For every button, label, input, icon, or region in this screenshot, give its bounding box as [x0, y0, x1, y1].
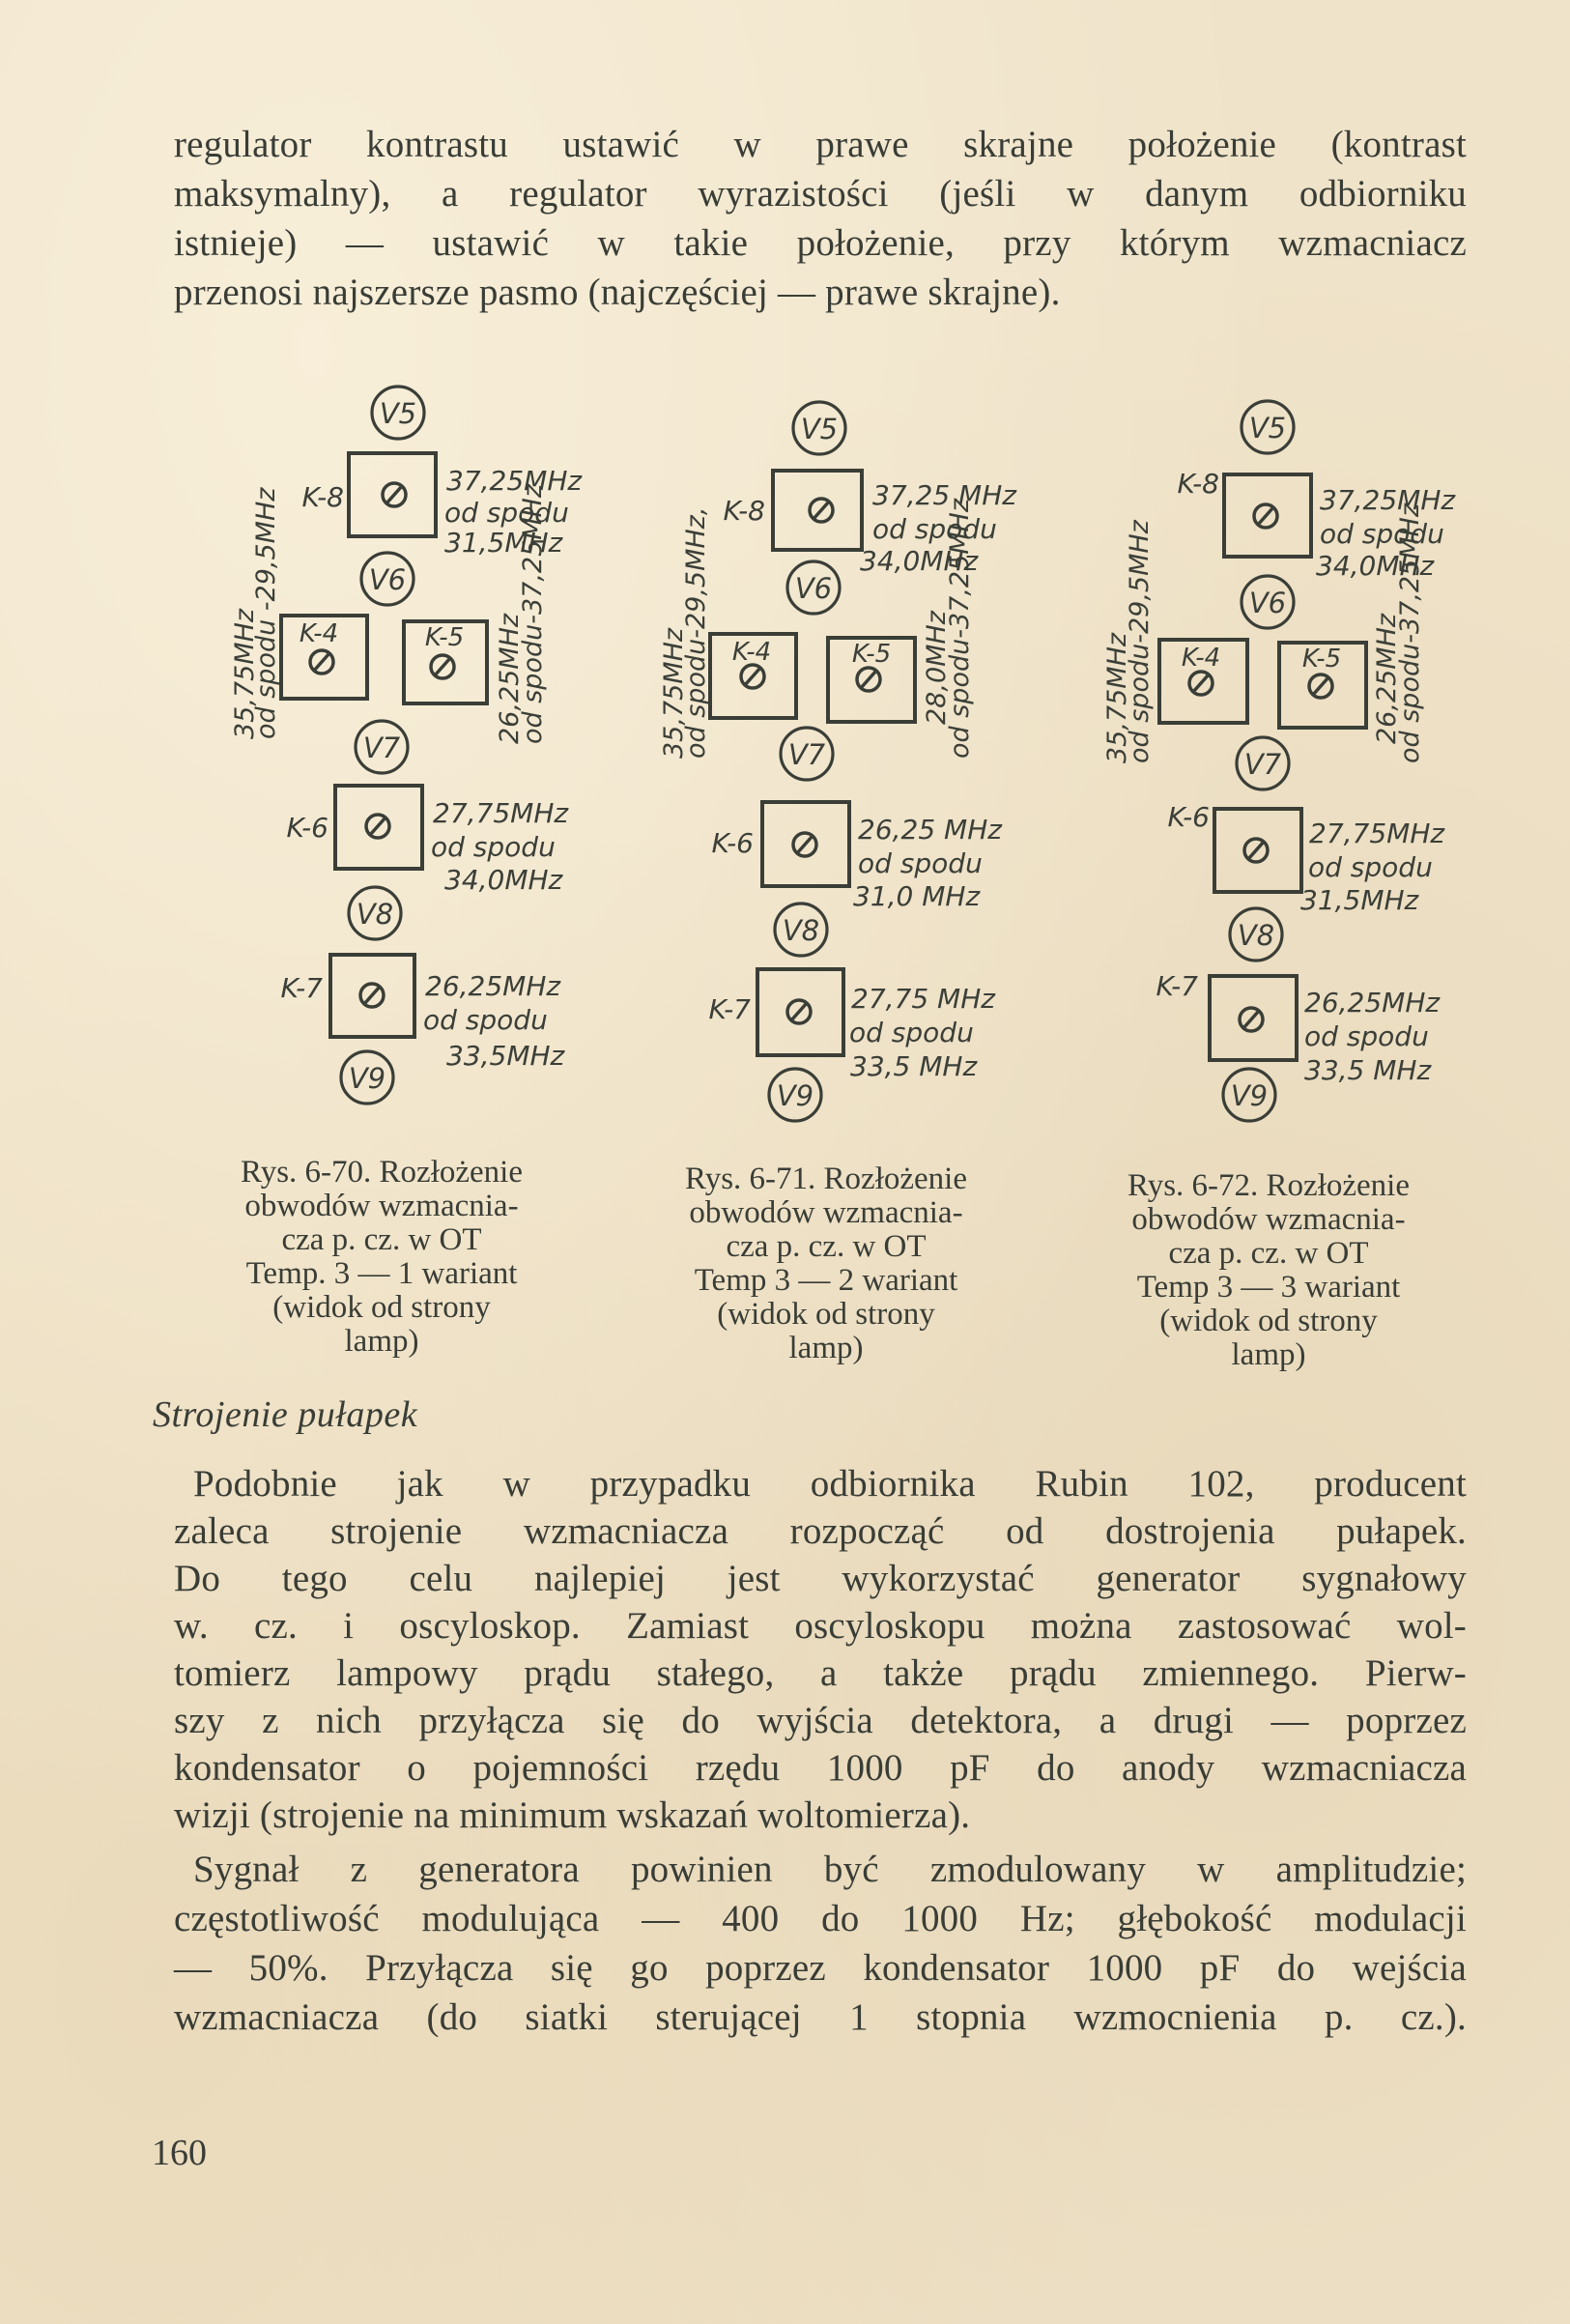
text-line: kondensator o pojemności rzędu 1000 pF do anody wzmacniacza [174, 1747, 1467, 1789]
coil-k6 [712, 802, 1004, 912]
svg-text:K-5: K-5 [424, 623, 465, 652]
text-line: wzmacniacza (do siatki sterującej 1 stopnia wzmocnienia p. cz.). [174, 1996, 1467, 2038]
svg-text:K-8: K-8 [1177, 468, 1219, 500]
text-line: wizji (strojenie na minimum wskazań woltomierza). [174, 1794, 971, 1836]
tube-v9 [1223, 1069, 1275, 1121]
text-line: Do tego celu najlepiej jest wykorzystać generator sygnałowy [174, 1558, 1467, 1599]
svg-text:V7: V7 [362, 732, 401, 764]
text-line: szy z nich przyłącza się do wyjścia detektora, a drugi — poprzez [174, 1700, 1467, 1741]
svg-text:od spodu: od spodu [444, 497, 569, 529]
svg-text:27,75MHz: 27,75MHz [1309, 818, 1445, 849]
tube-v6 [787, 561, 840, 614]
svg-text:37,25 MHz: 37,25 MHz [872, 479, 1016, 511]
tube-v6 [1242, 576, 1294, 628]
figure-6-71-diagram [659, 402, 1017, 1121]
svg-text:K-4: K-4 [731, 638, 772, 667]
coil-k6 [287, 786, 570, 896]
caption-line: obwodów wzmacnia- [1131, 1202, 1406, 1237]
coil-k7 [1156, 970, 1442, 1086]
tube-v8 [775, 904, 827, 956]
screw-icon [1254, 504, 1277, 528]
figure-6-72-diagram [1102, 401, 1456, 1121]
caption-line: Temp 3 — 3 wariant [1136, 1270, 1401, 1305]
svg-text:K-6: K-6 [286, 812, 328, 844]
tube-v5 [372, 387, 424, 439]
svg-text:31,5MHz: 31,5MHz [444, 527, 563, 559]
text-line: regulator kontrastu ustawić w prawe skrajne położenie (kontrast [174, 124, 1467, 165]
caption-line: (widok od strony [717, 1297, 935, 1332]
svg-text:28,0MHz: 28,0MHz [922, 611, 952, 725]
tube-v5 [1242, 401, 1294, 453]
svg-text:26,25MHz: 26,25MHz [1304, 987, 1441, 1019]
screw-icon [383, 483, 406, 506]
text-line: Podobnie jak w przypadku odbiornika Rubin 102, producent [193, 1463, 1467, 1505]
svg-text:V8: V8 [782, 914, 820, 947]
svg-text:33,5MHz: 33,5MHz [446, 1040, 565, 1072]
tube-v5 [793, 402, 845, 454]
svg-text:26,25 MHz: 26,25 MHz [858, 814, 1002, 846]
text-line: częstotliwość modulująca — 400 do 1000 Hz; głębokość modulacji [174, 1898, 1467, 1939]
screw-icon [366, 815, 389, 838]
svg-text:K-5: K-5 [1301, 645, 1342, 674]
svg-text:K-8: K-8 [723, 495, 765, 527]
svg-text:od spodu: od spodu [1320, 518, 1444, 550]
screw-icon [310, 650, 333, 674]
svg-text:V7: V7 [1243, 748, 1282, 781]
svg-text:K-7: K-7 [280, 972, 323, 1004]
caption-line: lamp) [344, 1324, 419, 1359]
tube-v6 [361, 553, 414, 605]
svg-text:31,0 MHz: 31,0 MHz [853, 880, 981, 912]
text-line: maksymalny), a regulator wyrazistości (jeśli w danym odbiorniku [174, 173, 1467, 215]
figure-caption-6-72 [1080, 1169, 1457, 1372]
svg-text:26,25MHz: 26,25MHz [425, 970, 561, 1002]
svg-text:od spodu: od spodu [431, 831, 556, 863]
caption-line: (widok od strony [1159, 1304, 1378, 1338]
coil-k6 [1168, 801, 1446, 916]
svg-text:K-5: K-5 [851, 640, 892, 669]
svg-text:V8: V8 [356, 898, 394, 931]
screw-icon [793, 833, 816, 856]
svg-text:od spodu-29,5MHz,: od spodu-29,5MHz, [681, 506, 711, 759]
caption-line: Temp 3 — 2 wariant [694, 1263, 958, 1298]
caption-line: lamp) [1231, 1337, 1306, 1372]
screw-icon [1189, 672, 1213, 695]
coil-k7 [709, 969, 997, 1082]
caption-line: obwodów wzmacnia- [689, 1195, 963, 1230]
caption-line: obwodów wzmacnia- [244, 1189, 519, 1223]
page-number: 160 [152, 2133, 207, 2173]
section-heading: Strojenie pułapek [153, 1394, 418, 1435]
svg-text:37,25MHz: 37,25MHz [1320, 484, 1456, 516]
text-line: — 50%. Przyłącza się go poprzez kondensator 1000 pF do wejścia [174, 1947, 1467, 1989]
screw-icon [1244, 839, 1268, 862]
coil-k4 [230, 487, 367, 739]
caption-line: Rys. 6-72. Rozłożenie [1128, 1168, 1410, 1203]
svg-text:26,25MHz: 26,25MHz [1372, 613, 1402, 744]
svg-text:od spodu-29,5MHz: od spodu-29,5MHz [1125, 520, 1155, 763]
svg-text:26,25MHz: 26,25MHz [495, 613, 525, 744]
svg-text:V6: V6 [1248, 587, 1287, 619]
svg-text:V9: V9 [776, 1079, 814, 1112]
svg-text:od spodu: od spodu [1308, 851, 1433, 883]
tube-v8 [1230, 908, 1282, 961]
svg-text:V5: V5 [379, 397, 417, 430]
svg-text:V5: V5 [1248, 412, 1287, 445]
svg-text:od spodu: od spodu [423, 1004, 548, 1036]
caption-line: Temp. 3 — 1 wariant [245, 1256, 518, 1291]
svg-text:od spodu: od spodu [1304, 1020, 1429, 1052]
screw-icon [1309, 674, 1332, 698]
caption-line: cza p. cz. w OT [281, 1222, 482, 1257]
text-line: tomierz lampowy prądu stałego, a także prądu zmiennego. Pierw- [174, 1652, 1467, 1694]
figure-6-70-diagram [230, 387, 583, 1104]
svg-text:V9: V9 [1230, 1079, 1269, 1112]
screw-icon [431, 655, 454, 678]
svg-text:31,5MHz: 31,5MHz [1300, 884, 1419, 916]
svg-text:34,0MHz: 34,0MHz [1316, 550, 1435, 582]
svg-text:34,0MHz: 34,0MHz [444, 864, 563, 896]
screw-icon [741, 665, 764, 688]
svg-text:od spodu-37,25MHz: od spodu-37,25MHz [518, 483, 548, 744]
svg-text:V7: V7 [787, 738, 826, 771]
screw-icon [857, 668, 880, 691]
caption-line: Rys. 6-71. Rozłożenie [685, 1162, 967, 1196]
tube-v9 [341, 1051, 393, 1104]
svg-text:K-4: K-4 [299, 619, 339, 648]
svg-text:V8: V8 [1237, 919, 1275, 952]
svg-text:K-4: K-4 [1181, 644, 1221, 673]
caption-line: (widok od strony [272, 1290, 491, 1325]
tube-v7 [781, 728, 833, 780]
figure-caption-6-70 [193, 1156, 570, 1359]
svg-text:K-7: K-7 [1156, 970, 1198, 1002]
svg-text:od spodu -29,5MHz: od spodu -29,5MHz [251, 487, 281, 739]
svg-text:od spodu-37,25MHz: od spodu-37,25MHz [1395, 502, 1425, 763]
text-line: istnieje) — ustawić w takie położenie, przy którym wzmacniacz [174, 222, 1467, 264]
svg-text:33,5 MHz: 33,5 MHz [1304, 1054, 1432, 1086]
svg-text:27,75 MHz: 27,75 MHz [851, 983, 995, 1015]
svg-text:V6: V6 [368, 563, 407, 596]
caption-line: Rys. 6-70. Rozłożenie [241, 1155, 523, 1190]
svg-text:od spodu: od spodu [858, 847, 983, 879]
screw-icon [360, 984, 384, 1007]
svg-text:K-8: K-8 [301, 481, 344, 513]
tube-v9 [769, 1069, 821, 1121]
text-line: przenosi najszersze pasmo (najczęściej — prawe skrajne). [174, 272, 1061, 313]
svg-text:K-6: K-6 [711, 827, 754, 859]
screw-icon [810, 499, 833, 522]
svg-text:35,75MHz: 35,75MHz [1102, 632, 1132, 763]
svg-text:od spodu-37,25MHz: od spodu-37,25MHz [945, 498, 975, 759]
caption-line: cza p. cz. w OT [726, 1229, 927, 1264]
svg-text:V6: V6 [794, 572, 833, 605]
tube-v7 [1237, 737, 1289, 789]
screw-icon [1240, 1008, 1263, 1031]
figure-caption-6-71 [638, 1162, 1014, 1365]
text-line: w. cz. i oscyloskop. Zamiast oscyloskopu można zastosować wol- [174, 1605, 1467, 1647]
text-line: Sygnał z generatora powinien być zmodulowany w amplitudzie; [193, 1849, 1467, 1890]
circuit-layout-diagrams [0, 0, 1570, 1150]
coil-k4 [659, 507, 796, 759]
svg-text:od spodu: od spodu [872, 513, 997, 545]
caption-line: cza p. cz. w OT [1168, 1236, 1369, 1271]
svg-text:V5: V5 [800, 413, 839, 445]
svg-text:34,0MHz: 34,0MHz [860, 545, 979, 577]
svg-text:od spodu: od spodu [849, 1017, 974, 1048]
svg-text:K-7: K-7 [708, 993, 751, 1025]
svg-text:35,75MHz: 35,75MHz [230, 608, 260, 739]
text-line: zaleca strojenie wzmacniacza rozpocząć od dostrojenia pułapek. [174, 1510, 1467, 1552]
svg-text:33,5 MHz: 33,5 MHz [850, 1050, 978, 1082]
svg-text:35,75MHz: 35,75MHz [659, 627, 689, 759]
svg-text:V9: V9 [348, 1062, 386, 1095]
tube-v7 [356, 721, 408, 773]
screw-icon [787, 1000, 811, 1023]
svg-text:27,75MHz: 27,75MHz [433, 797, 569, 829]
svg-text:K-6: K-6 [1167, 801, 1210, 833]
tube-v8 [349, 887, 401, 939]
caption-line: lamp) [788, 1331, 864, 1365]
coil-k7 [281, 955, 566, 1072]
svg-text:37,25MHz: 37,25MHz [446, 465, 583, 497]
